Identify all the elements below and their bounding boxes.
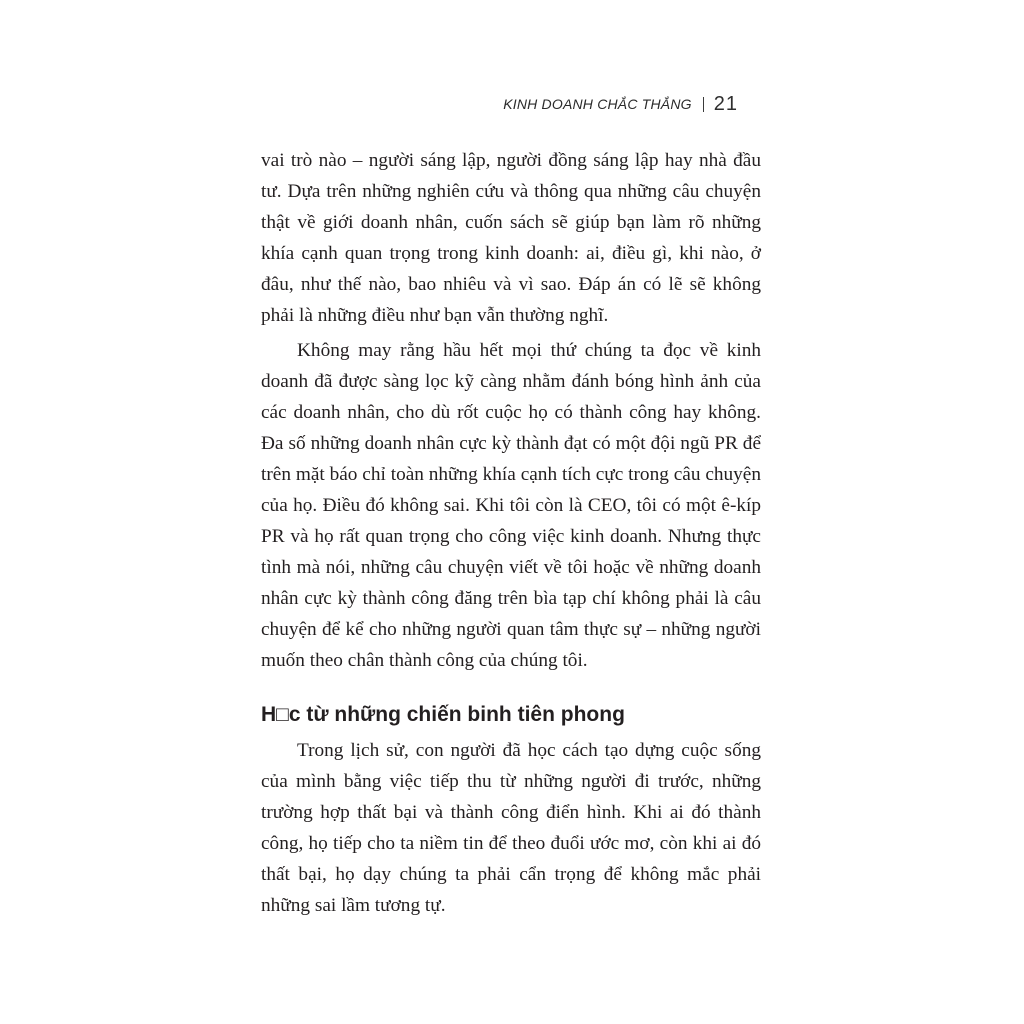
paragraph: Không may rằng hầu hết mọi thứ chúng ta đọc về kinh doanh đã được sàng lọc kỹ càng nhằm đánh bóng hình ảnh của các doanh nhân, cho dù rốt cuộc họ có thành công hay không. Đa số những doanh nhân cực kỳ thành đạt có một đội ngũ PR để trên mặt báo chỉ toàn những khía cạnh tích cực trong câu chuyện của họ. Điều đó không sai. Khi tôi còn là CEO, tôi có một ê-kíp PR và họ rất quan trọng cho công việc kinh doanh. Nhưng thực tình mà nói, những câu chuyện viết về tôi hoặc về những doanh nhân cực kỳ thành công đăng trên bìa tạp chí không phải là câu chuyện để kể cho những người quan tâm thực sự – những người muốn theo chân thành công của chúng tôi.: [261, 340, 761, 671]
paragraph-continued: vai trò nào – người sáng lập, người đồng sáng lập hay nhà đầu tư. Dựa trên những nghiên cứu và thông qua những câu chuyện thật về giới doanh nhân, cuốn sách sẽ giúp bạn làm rõ những khía cạnh quan trọng trong kinh doanh: ai, điều gì, khi nào, ở đâu, như thế nào, bao nhiêu và vì sao. Đáp án có lẽ sẽ không phải là những điều như bạn vẫn thường nghĩ.: [261, 150, 761, 326]
body-text: [261, 146, 761, 922]
paragraph: Trong lịch sử, con người đã học cách tạo dựng cuộc sống của mình bằng việc tiếp thu từ những người đi trước, những trường hợp thất bại và thành công điển hình. Khi ai đó thành công, họ tiếp cho ta niềm tin để theo đuổi ước mơ, còn khi ai đó thất bại, họ dạy chúng ta phải cẩn trọng để không mắc phải những sai lầm tương tự.: [261, 740, 761, 916]
section-heading: H□c từ những chiến binh tiên phong: [261, 703, 625, 727]
running-head: [503, 92, 738, 116]
page-number: 21: [713, 92, 738, 115]
running-title: KINH DOANH CHẮC THẮNG: [503, 96, 692, 112]
header-divider: [703, 97, 704, 112]
